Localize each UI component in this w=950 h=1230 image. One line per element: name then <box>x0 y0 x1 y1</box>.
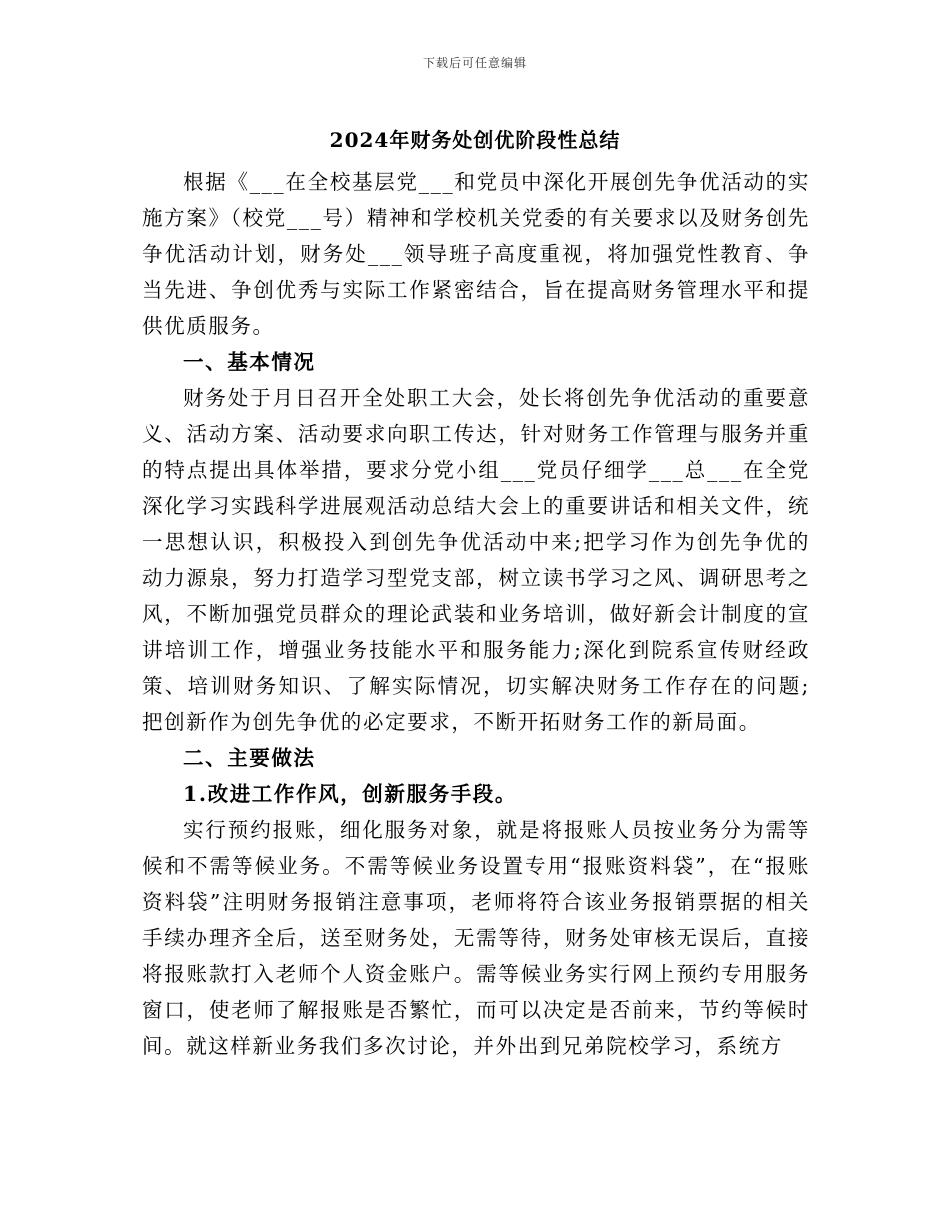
intro-paragraph: 根据《___在全校基层党___和党员中深化开展创先争优活动的实施方案》（校党___号）精神和学校机关党委的有关要求以及财务创先争优活动计划，财务处___领导班子高度重视，将加强党性教育、争当先进、争创优秀与实际工作紧密结合，旨在提高财务管理水平和提供优质服务。 <box>142 170 810 338</box>
section-heading-main-practices: 二、主要做法 <box>183 746 316 770</box>
section-heading-basic-situation: 一、基本情况 <box>183 350 316 374</box>
document-body <box>142 164 810 1064</box>
header-note: 下载后可任意编辑 <box>422 56 527 70</box>
section1-paragraph: 财务处于月日召开全处职工大会，处长将创先争优活动的重要意义、活动方案、活动要求向职工传达，针对财务工作管理与服务并重的特点提出具体举措，要求分党小组___党员仔细学___总___在全党深化学习实践科学进展观活动总结大会上的重要讲话和相关文件，统一思想认识，积极投入到创先争优活动中来;把学习作为创先争优的动力源泉，努力打造学习型党支部，树立读书学习之风、调研思考之风，不断加强党员群众的理论武装和业务培训，做好新会计制度的宣讲培训工作，增强业务技能水平和服务能力;深化到院系宣传财经政策、培训财务知识、了解实际情况，切实解决财务工作存在的问题;把创新作为创先争优的必定要求，不断开拓财务工作的新局面。 <box>142 386 810 734</box>
subsection1-paragraph: 实行预约报账，细化服务对象，就是将报账人员按业务分为需等候和不需等候业务。不需等候业务设置专用“报账资料袋”，在“报账资料袋”注明财务报销注意事项，老师将符合该业务报销票据的相关手续办理齐全后，送至财务处，无需等待，财务处审核无误后，直接将报账款打入老师个人资金账户。需等候业务实行网上预约专用服务窗口，使老师了解报账是否繁忙，而可以决定是否前来，节约等候时间。就这样新业务我们多次讨论，并外出到兄弟院校学习，系统方 <box>142 818 810 1058</box>
subsection-heading-1: 1.改进工作作风，创新服务手段。 <box>183 782 517 806</box>
document-title: 2024年财务处创优阶段性总结 <box>329 128 621 152</box>
